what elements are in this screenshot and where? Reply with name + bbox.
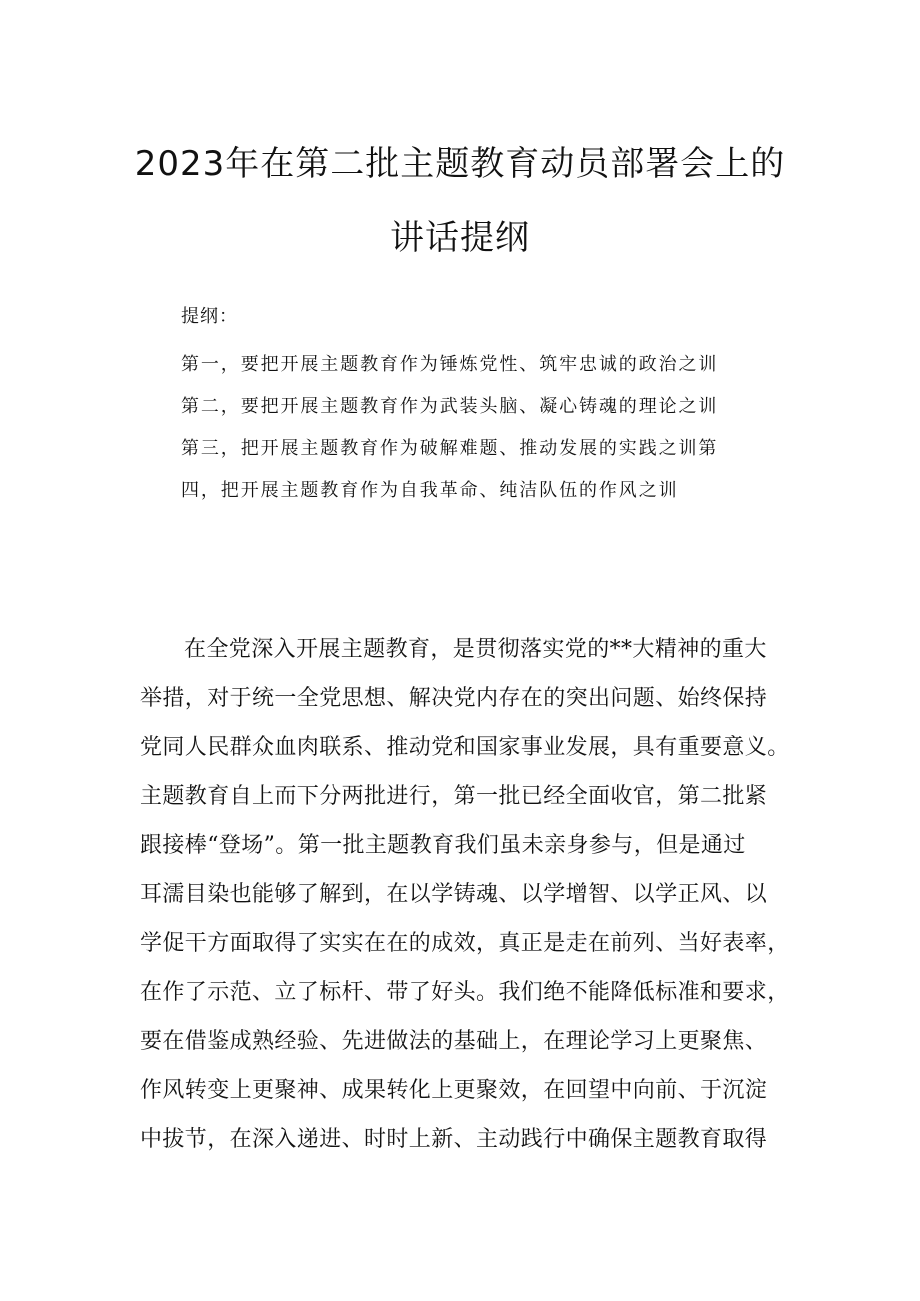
outline-label: 提纲： bbox=[181, 306, 238, 327]
body-paragraph bbox=[140, 632, 800, 1171]
body-line: 举措，对于统一全党思想、解决党内存在的突出问题、始终保持 bbox=[140, 686, 768, 711]
body-line: 要在借鉴成熟经验、先进做法的基础上，在理论学习上更聚焦、 bbox=[140, 1029, 768, 1054]
body-line: 在作了示范、立了标杆、带了好头。我们绝不能降低标准和要求， bbox=[140, 980, 790, 1005]
outline-list bbox=[181, 352, 781, 520]
outline-line: 第二，要把开展主题教育作为武装头脑、凝心铸魂的理论之训 bbox=[181, 396, 719, 417]
outline-line: 第三，把开展主题教育作为破解难题、推动发展的实践之训第 bbox=[181, 438, 719, 459]
body-line: 在全党深入开展主题教育，是贯彻落实党的**大精神的重大 bbox=[184, 637, 767, 662]
body-line: 学促干方面取得了实实在在的成效，真正是走在前列、当好表率， bbox=[140, 931, 790, 956]
document-title-line-2: 讲话提纲 bbox=[390, 218, 530, 258]
outline-line: 四，把开展主题教育作为自我革命、纯洁队伍的作风之训 bbox=[181, 480, 679, 501]
outline-line: 第一，要把开展主题教育作为锤炼党性、筑牢忠诚的政治之训 bbox=[181, 354, 719, 375]
body-line: 耳濡目染也能够了解到，在以学铸魂、以学增智、以学正风、以 bbox=[140, 882, 768, 907]
body-line: 跟接棒“登场”。第一批主题教育我们虽未亲身参与，但是通过 bbox=[140, 833, 746, 858]
document-title-line-1: 2023年在第二批主题教育动员部署会上的 bbox=[134, 144, 786, 184]
body-line: 中拔节，在深入递进、时时上新、主动践行中确保主题教育取得 bbox=[140, 1127, 768, 1152]
body-line: 作风转变上更聚神、成果转化上更聚效，在回望中向前、于沉淀 bbox=[140, 1078, 768, 1103]
body-line: 主题教育自上而下分两批进行，第一批已经全面收官，第二批紧 bbox=[140, 784, 768, 809]
body-line: 党同人民群众血肉联系、推动党和国家事业发展，具有重要意义。 bbox=[140, 735, 790, 760]
